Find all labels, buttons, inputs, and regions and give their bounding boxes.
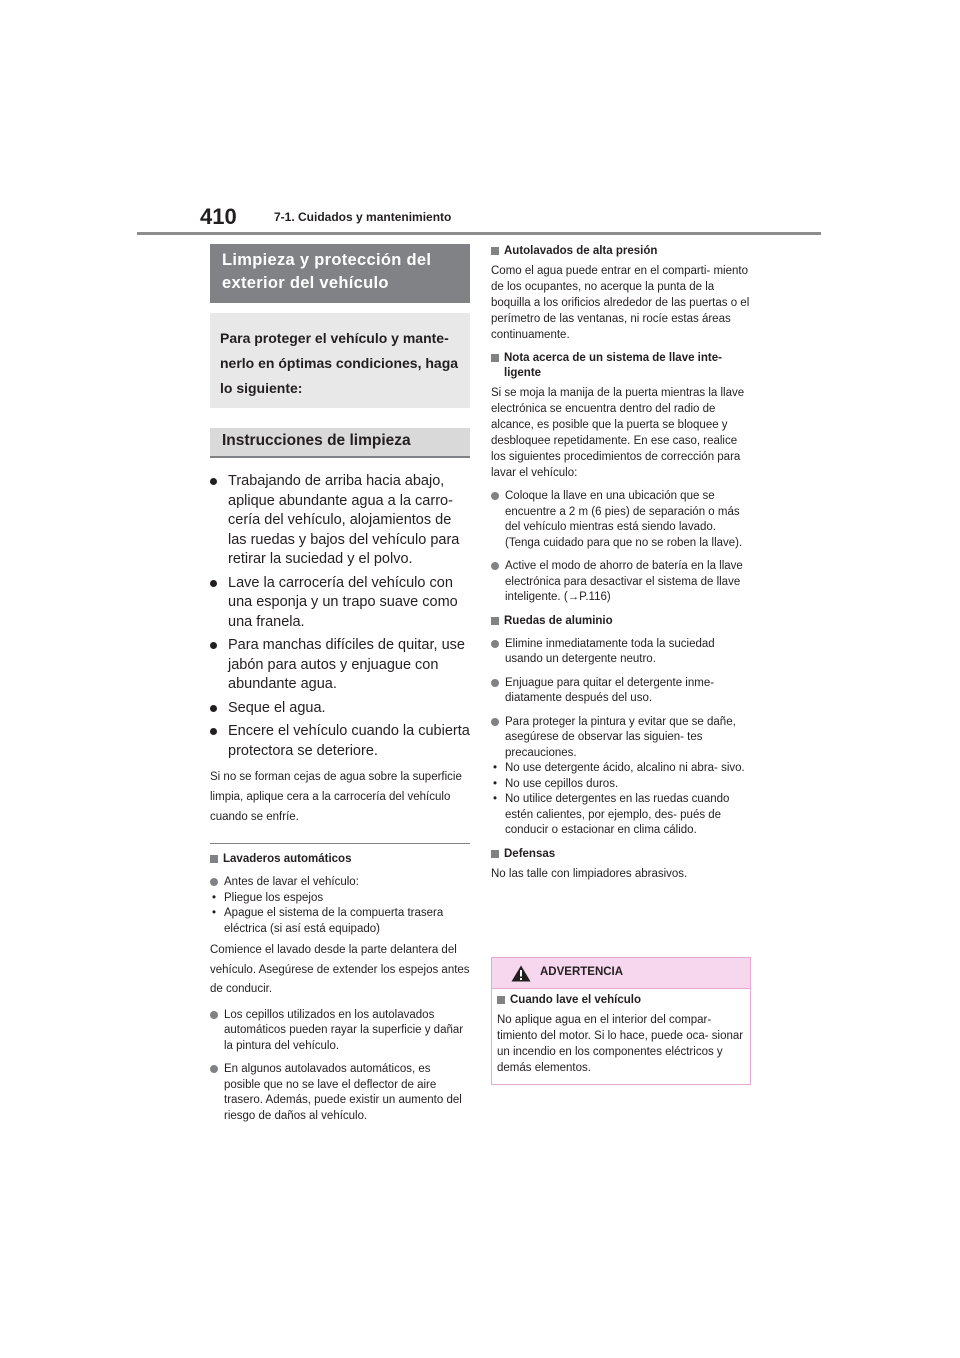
- list-item: Active el modo de ahorro de batería en la llave electrónica para desactivar el sistema de llave inteligente. (→P.116): [491, 559, 753, 606]
- list-item: Seque el agua.: [210, 699, 470, 719]
- list-item: Lave la carrocería del vehículo con una esponja y un trapo suave como una franela.: [210, 574, 470, 633]
- right-column: [491, 244, 753, 882]
- list-item: • Apague el sistema de la compuerta trasera eléctrica (si así está equipado): [212, 907, 444, 935]
- smart-key-paragraph: Si se moja la manija de la puerta mientras la llave electrónica se encuentra dentro del radio de alcance, es posible que la puerta se bloquee y desbloquee repetidamente. En ese caso, realice los siguientes procedimientos de corrección para lavar el vehículo:: [491, 387, 745, 479]
- bullet-icon: [210, 642, 217, 649]
- circle-bullet-icon: [491, 492, 499, 500]
- list-item: Para proteger la pintura y evitar que se dañe, asegúrese de observar las siguien- tes precauciones.: [491, 715, 753, 762]
- header-rule: [137, 232, 821, 235]
- circle-bullet-icon: [491, 679, 499, 687]
- circle-bullet-icon: [491, 640, 499, 648]
- list-item: Enjuague para quitar el detergente inme- diatamente después del uso.: [491, 676, 753, 707]
- square-bullet-icon: [497, 996, 505, 1004]
- left-column: [210, 244, 470, 1124]
- square-bullet-icon: [491, 850, 499, 858]
- square-bullet-icon: [210, 855, 218, 863]
- circle-bullet-icon: [491, 562, 499, 570]
- list-item: • Pliegue los espejos: [212, 891, 324, 904]
- circle-bullet-icon: [210, 878, 218, 886]
- list-item: Elimine inmediatamente toda la suciedad usando un detergente neutro.: [491, 637, 753, 668]
- section-title: 7-1. Cuidados y mantenimiento: [274, 210, 452, 224]
- car-wash-paragraph: Comience el lavado desde la parte delantera del vehículo. Asegúrese de extender los espejos antes de conducir.: [210, 944, 470, 995]
- bumpers-heading: Defensas: [491, 847, 753, 862]
- list-item: • No utilice detergentes en las ruedas cuando estén calientes, por ejemplo, des- pués de conducir o estacionar en clima cálido.: [493, 793, 730, 836]
- section-divider: [210, 843, 470, 844]
- warning-paragraph: No aplique agua en el interior del compar- timiento del motor. Si lo hace, puede oca- sionar un incendio en los componentes eléctricos y demás elementos.: [497, 1014, 744, 1074]
- warning-box: [491, 957, 751, 1085]
- pressure-paragraph: Como el agua puede entrar en el comparti- miento de los ocupantes, no acerque la punta de la boquilla a los orificios alrededor de las puertas o el perímetro de las ventanas, ni rocíe estas áreas continuamente.: [491, 265, 750, 341]
- bullet-icon: [210, 705, 217, 712]
- list-item: • No use detergente ácido, alcalino ni abra- sivo.: [493, 762, 745, 774]
- wax-note: Si no se forman cejas de agua sobre la superficie limpia, aplique cera a la carrocería del vehículo cuando se enfríe.: [210, 771, 462, 823]
- warning-header: [492, 958, 750, 989]
- list-item: Para manchas difíciles de quitar, use jabón para autos y enjuague con abundante agua.: [210, 636, 470, 695]
- warning-body: [492, 989, 750, 1084]
- list-item: Coloque la llave en una ubicación que se encuentre a 2 m (6 pies) de separación o más del vehículo mientras está siendo lavado. (Tenga cuidado para que no se roben la llave).: [491, 489, 753, 551]
- bullet-icon: [210, 580, 217, 587]
- list-item: Encere el vehículo cuando la cubierta protectora se deteriore.: [210, 722, 470, 761]
- list-item: Los cepillos utilizados en los autolavados automáticos pueden rayar la superficie y dañar la pintura del vehículo.: [210, 1008, 470, 1055]
- smart-key-heading: Nota acerca de un sistema de llave inte- ligente: [491, 351, 753, 381]
- wheels-heading: Ruedas de aluminio: [491, 614, 753, 629]
- chapter-title: Limpieza y protección del exterior del vehículo: [210, 244, 470, 303]
- list-item: Trabajando de arriba hacia abajo, aplique abundante agua a la carro- cería del vehículo, alojamientos de las ruedas y bajos del vehículo para retirar la suciedad y el polvo.: [210, 472, 470, 570]
- cleaning-subheading: Instrucciones de limpieza: [210, 428, 470, 458]
- bumpers-paragraph: No las talle con limpiadores abrasivos.: [491, 867, 688, 880]
- page-number: 410: [200, 204, 237, 229]
- warning-title: ADVERTENCIA: [540, 966, 624, 978]
- warning-heading: Cuando lave el vehículo: [497, 993, 744, 1008]
- square-bullet-icon: [491, 617, 499, 625]
- warning-icon: [511, 965, 531, 982]
- square-bullet-icon: [491, 247, 499, 255]
- circle-bullet-icon: [210, 1011, 218, 1019]
- list-item: Antes de lavar el vehículo:: [210, 875, 470, 891]
- car-wash-heading: Lavaderos automáticos: [210, 852, 470, 867]
- circle-bullet-icon: [210, 1065, 218, 1073]
- circle-bullet-icon: [491, 718, 499, 726]
- bullet-icon: [210, 478, 217, 485]
- list-item: • No use cepillos duros.: [493, 777, 619, 790]
- cleaning-steps: [210, 472, 470, 761]
- list-item: En algunos autolavados automáticos, es posible que no se lave el deflector de aire trasero. Además, puede existir un aumento del riesgo de daños al vehículo.: [210, 1062, 470, 1124]
- bullet-icon: [210, 728, 217, 735]
- intro-box: Para proteger el vehículo y mante- nerlo en óptimas condiciones, haga lo siguiente:: [210, 313, 470, 408]
- pressure-heading: Autolavados de alta presión: [491, 244, 753, 259]
- square-bullet-icon: [491, 354, 499, 362]
